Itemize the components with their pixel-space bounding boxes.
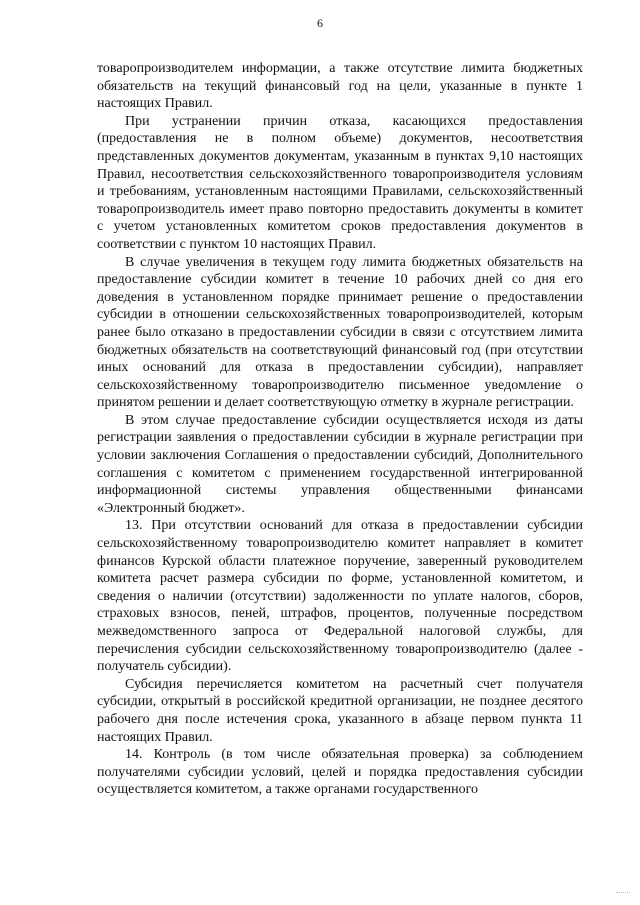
paragraph-transfer-deadline: Субсидия перечисляется комитетом на расчетный счет получателя субсидии, открытый в российской кредитной организации, не позднее десятого рабочего дня после истечения срока, указанного в абзаце первом пункта 11 настоящих Правил. <box>97 676 583 745</box>
document-body <box>97 60 583 799</box>
paragraph-item-13: 13. При отсутствии оснований для отказа в предоставлении субсидии сельскохозяйственному товаропроизводителю комитет направляет в комитет финансов Курской области платежное поручение, заверенный руководителем комитета расчет размера субсидии по форме, установленной комитетом, и сведения о наличии (отсутствии) задолженности по уплате налогов, сборов, страховых взносов, пеней, штрафов, процентов, полученные посредством межведомственного запроса от Федеральной налоговой службы, для перечисления субсидии сельскохозяйственному товаропроизводителю (далее - получатель субсидии). <box>97 518 583 675</box>
paragraph-continuation: товаропроизводителем информации, а также отсутствие лимита бюджетных обязательств на текущий финансовый год на цели, указанные в пункте 1 настоящих Правил. <box>97 61 583 112</box>
paragraph-item-14: 14. Контроль (в том числе обязательная проверка) за соблюдением получателями субсидии условий, целей и порядка предоставления субсидии осуществляется комитетом, а также органами государственного <box>97 747 583 798</box>
page-number: 6 <box>317 16 323 30</box>
paragraph-resubmission-right: При устранении причин отказа, касающихся предоставления (предоставления не в полном объеме) документов, несоответствия представленных документов документам, указанным в пунктах 9,10 настоящих Правил, несоответствия сельскохозяйственного товаропроизводителя условиям и требованиям, установленным настоящими Правилами, сельскохозяйственный товаропроизводитель имеет право повторно предоставить документы в комитет с учетом установленных комитетом сроков предоставления документов в соответствии с пунктом 10 настоящих Правил. <box>97 113 583 252</box>
paragraph-registration-order: В этом случае предоставление субсидии осуществляется исходя из даты регистрации заявления о предоставлении субсидии в журнале регистрации при условии заключения Соглашения о предоставлении субсидий, Дополнительного соглашения с комитетом с применением государственной интегрированной информационной системы управления общественными финансами «Электронный бюджет». <box>97 412 583 516</box>
scan-artifact <box>616 892 630 899</box>
paragraph-limit-increase: В случае увеличения в текущем году лимита бюджетных обязательств на предоставление субсидии комитет в течение 10 рабочих дней со дня его доведения в установленном порядке принимает решение о предоставлении субсидии в отношении сельскохозяйственных товаропроизводителей, которым ранее было отказано в предоставлении субсидии в связи с отсутствием лимита бюджетных обязательств на соответствующий финансовый год (при отсутствии иных оснований для отказа в предоставлении субсидии), направляет сельскохозяйственному товаропроизводителю письменное уведомление о принятом решении и делает соответствующую отметку в журнале регистрации. <box>97 254 583 411</box>
